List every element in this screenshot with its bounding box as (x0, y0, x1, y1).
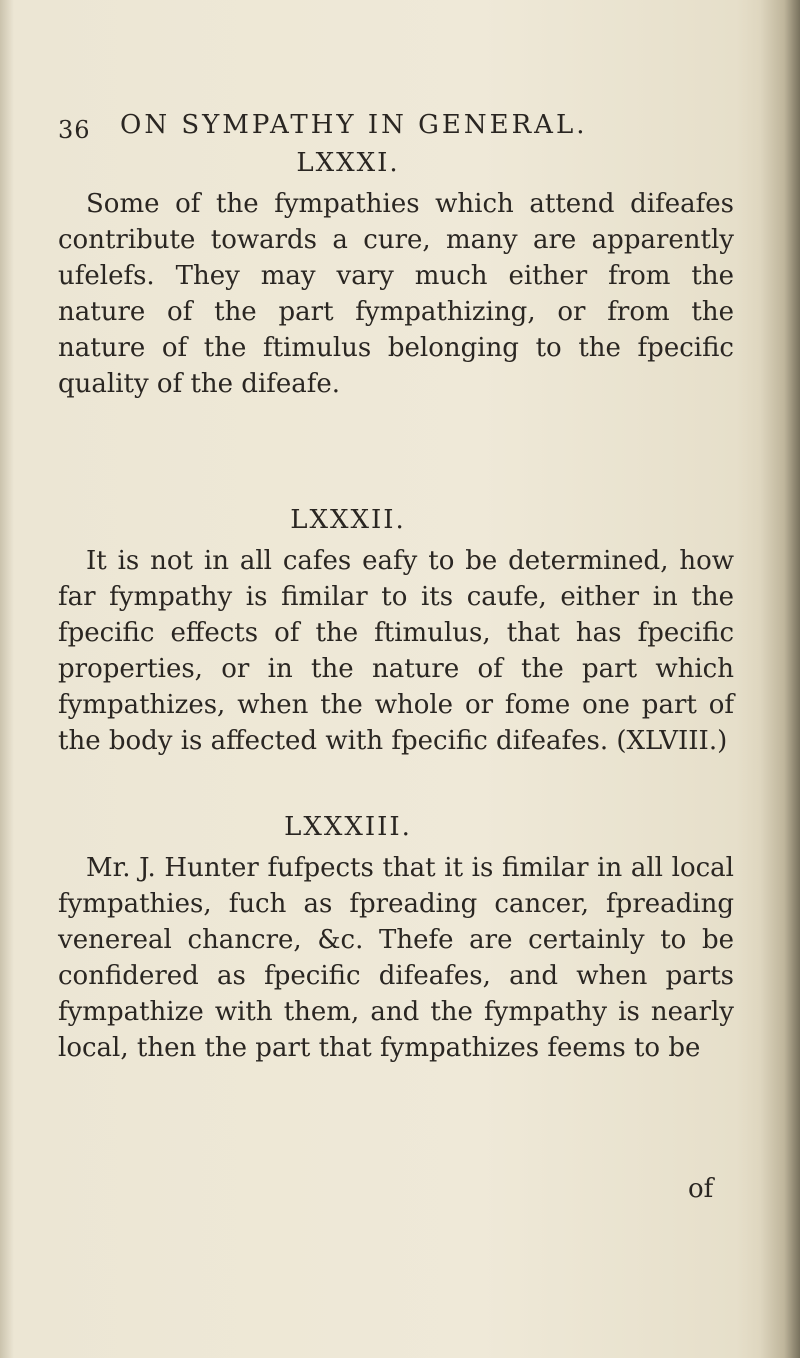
section-lxxxii (58, 505, 748, 759)
section-lxxxi (58, 148, 748, 402)
section-paragraph: It is not in all cafes eafy to be determined, how far fympathy is fimilar to its caufe, either in the fpecific effects of the ftimulus, that has fpecific properties, or in the nature of the part which fympathizes, when the whole or fome one part of the body is affected with fpecific difeafes. (XLVIII.) (58, 546, 734, 756)
gutter-shadow (0, 0, 14, 1358)
section-heading: LXXXI. (296, 148, 400, 178)
running-head: ON SYMPATHY IN GENERAL. (120, 110, 588, 140)
section-paragraph: Some of the fympathies which attend difeafes contribute towards a cure, many are apparently ufelefs. They may vary much either from the nature of the part fympathizing, or from the nature of the ftimulus belonging to the fpecific quality of the difeafe. (58, 189, 734, 399)
section-lxxxiii (58, 812, 748, 1066)
section-heading: LXXXII. (290, 505, 406, 535)
catchword: of (688, 1174, 714, 1204)
page-number: 36 (58, 116, 91, 144)
section-heading: LXXXIII. (284, 812, 412, 842)
page-edge-shadow (760, 0, 800, 1358)
section-paragraph: Mr. J. Hunter fufpects that it is fimilar in all local fympathies, fuch as fpreading cancer, fpreading venereal chancre, &c. Thefe are certainly to be confidered as fpecific difeafes, and when parts fympathize with them, and the fympathy is nearly local, then the part that fympathizes feems to be (58, 853, 734, 1063)
page-header (58, 102, 678, 142)
